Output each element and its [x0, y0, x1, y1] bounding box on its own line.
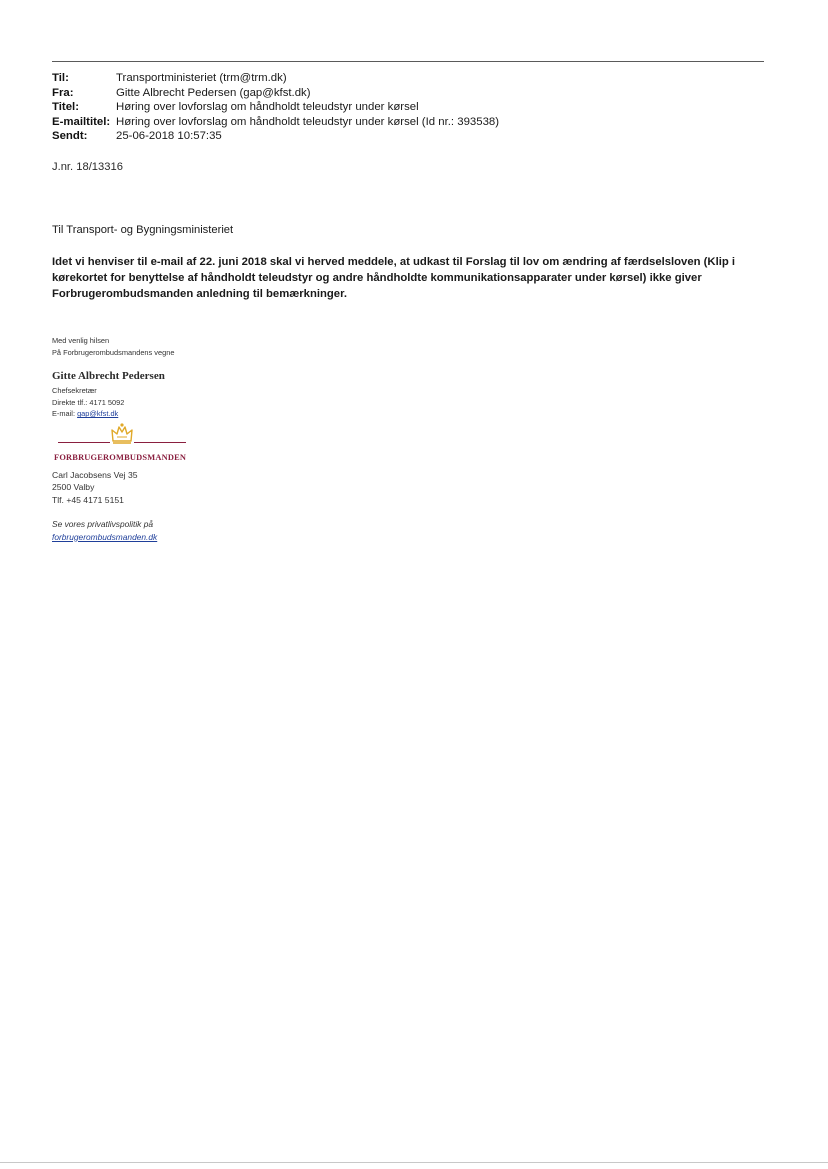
privacy-link[interactable]: forbrugerombudsmanden.dk [52, 531, 158, 542]
header-value: Gitte Albrecht Pedersen (gap@kfst.dk) [116, 86, 311, 99]
signature-details [52, 385, 124, 420]
signature-email-link[interactable]: gap@kfst.dk [77, 409, 119, 419]
letter-body [52, 255, 772, 302]
address-phone: Tlf. +45 4171 5151 [52, 494, 124, 505]
address-city: 2500 Valby [52, 482, 95, 493]
logo-rule-left [58, 442, 110, 443]
body-line: Forbrugerombudsmanden anledning til bemærkninger. [52, 287, 348, 300]
header-label: Sendt: [52, 130, 88, 143]
organization-logo [52, 420, 192, 465]
privacy-notice [52, 518, 157, 543]
closing [52, 335, 174, 359]
logo-wordmark: FORBRUGEROMBUDSMANDEN [54, 453, 187, 462]
email-header [52, 71, 499, 144]
journal-number: J.nr. 18/13316 [52, 161, 123, 173]
header-value: Høring over lovforslag om håndholdt teleudstyr under kørsel [116, 101, 419, 114]
header-row-sent [52, 129, 499, 144]
signature-email-prefix: E-mail: [52, 409, 78, 419]
closing-on-behalf: På Forbrugerombudsmandens vegne [52, 348, 175, 357]
header-value: Høring over lovforslag om håndholdt teleudstyr under kørsel (Id nr.: 393538) [116, 115, 500, 128]
header-row-to [52, 71, 499, 86]
privacy-text: Se vores privatlivspolitik på [52, 519, 154, 529]
top-divider [52, 61, 764, 62]
body-line: Idet vi henviser til e-mail af 22. juni 2018 skal vi herved meddele, at udkast til Forslag til lov om ændring af færdselsloven (Klip i [52, 256, 736, 268]
header-label: Fra: [52, 86, 74, 99]
header-value: 25-06-2018 10:57:35 [116, 130, 222, 143]
header-label: Til: [52, 72, 69, 84]
salutation: Til Transport- og Bygningsministeriet [52, 224, 234, 236]
signature-title: Chefsekretær [52, 386, 97, 395]
body-line: kørekortet for benyttelse af håndholdt teleudstyr og andre håndholdte kommunikationsapparater under kørsel) ikke giver [52, 271, 702, 284]
header-label: E-mailtitel: [52, 115, 111, 128]
postal-address [52, 469, 138, 506]
header-value: Transportministeriet (trm@trm.dk) [116, 72, 287, 84]
signature-email-line [52, 408, 124, 420]
signature-name: Gitte Albrecht Pedersen [52, 370, 165, 382]
header-row-title [52, 100, 499, 115]
signature-phone: Direkte tlf.: 4171 5092 [52, 397, 125, 407]
header-label: Titel: [52, 101, 80, 114]
crown-icon [109, 422, 135, 446]
closing-greeting: Med venlig hilsen [52, 336, 110, 345]
address-street: Carl Jacobsens Vej 35 [52, 470, 138, 480]
header-row-from [52, 86, 499, 101]
bottom-divider [0, 1162, 828, 1163]
header-row-email-title [52, 115, 499, 130]
logo-rule-right [134, 442, 186, 443]
